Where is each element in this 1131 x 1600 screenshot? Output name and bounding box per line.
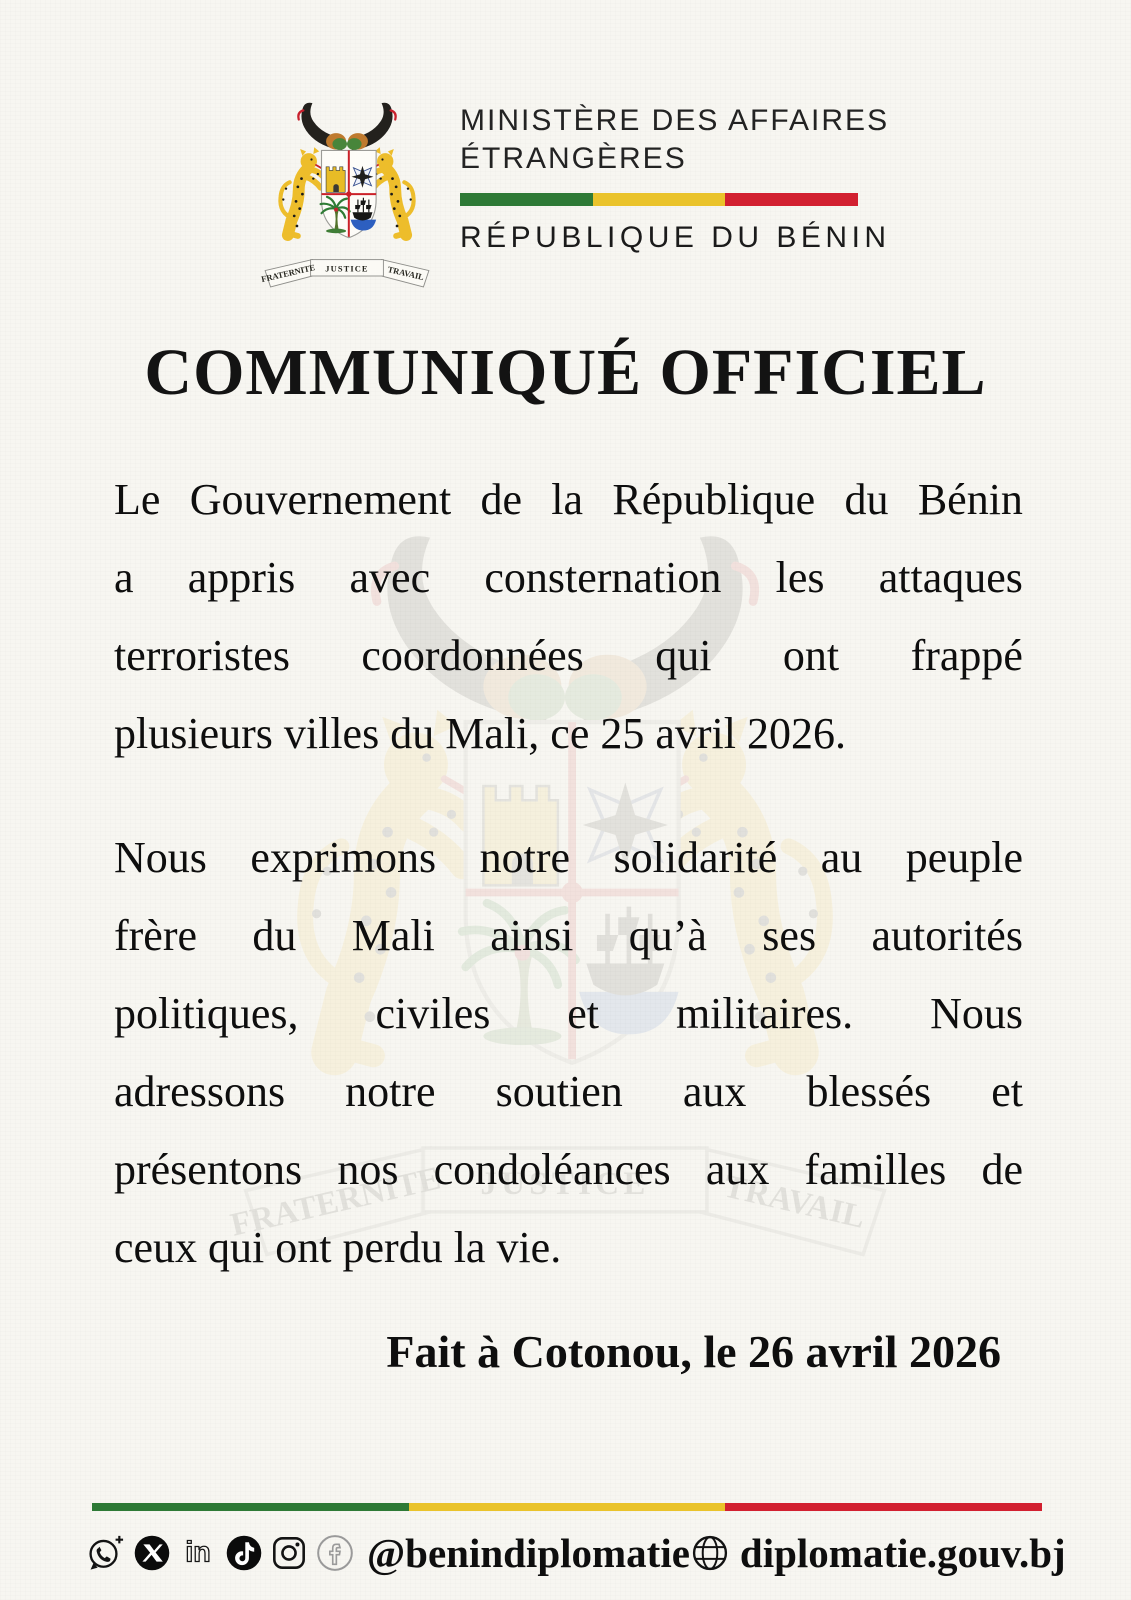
whatsapp-icon[interactable] [86,1533,126,1573]
svg-text:in: in [185,1536,211,1569]
ministry-name-line2: ÉTRANGÈRES [460,142,687,175]
footer [86,1522,1066,1584]
social-handle[interactable]: @benindiplomatie [367,1530,690,1576]
text-line: terroristes coordonnées qui ont frappé [114,631,1023,680]
instagram-icon[interactable] [270,1534,308,1572]
paragraph [114,461,1023,773]
facebook-icon[interactable] [315,1533,355,1573]
social-group [86,1529,690,1577]
text-line: ceux qui ont perdu la vie. [114,1223,562,1272]
paragraph [114,819,1023,1287]
communique-body [114,461,1023,1287]
header [460,102,891,255]
linkedin-icon[interactable] [178,1534,218,1572]
ministry-name-line1: MINISTÈRE DES AFFAIRES [460,104,890,137]
flag-red-segment [725,1503,1042,1511]
flag-green-segment [92,1503,409,1511]
flag-divider [460,193,858,206]
text-line: présentons nos condoléances aux familles de [114,1145,1023,1194]
text-line: Nous exprimons notre solidarité au peuple [114,833,1023,882]
website-url[interactable]: diplomatie.gouv.bj [739,1530,1066,1576]
flag-yellow-segment [593,193,726,206]
flag-red-segment [725,193,858,206]
social-icons [86,1533,355,1573]
signature-line: Fait à Cotonou, le 26 avril 2026 [386,1326,1001,1377]
page-title: COMMUNIQUÉ OFFICIEL [144,336,987,409]
text-line: politiques, civiles et militaires. Nous [114,989,1023,1038]
tiktok-icon[interactable] [225,1534,263,1572]
text-line: plusieurs villes du Mali, ce 25 avril 2026. [114,709,846,758]
text-line: adressons notre soutien aux blessés et [114,1067,1023,1116]
text-line: Le Gouvernement de la République du Bénin [114,475,1023,524]
flag-yellow-segment [409,1503,726,1511]
benin-coat-of-arms [256,92,438,288]
website-group [690,1529,1066,1577]
republic-name: RÉPUBLIQUE DU BÉNIN [460,221,891,254]
text-line: a appris avec consternation les attaques [114,553,1023,602]
globe-icon [690,1533,730,1573]
x-icon[interactable] [133,1534,171,1572]
text-line: frère du Mali ainsi qu’à ses autorités [114,911,1023,960]
flag-green-segment [460,193,593,206]
footer-flag-divider [92,1503,1042,1511]
